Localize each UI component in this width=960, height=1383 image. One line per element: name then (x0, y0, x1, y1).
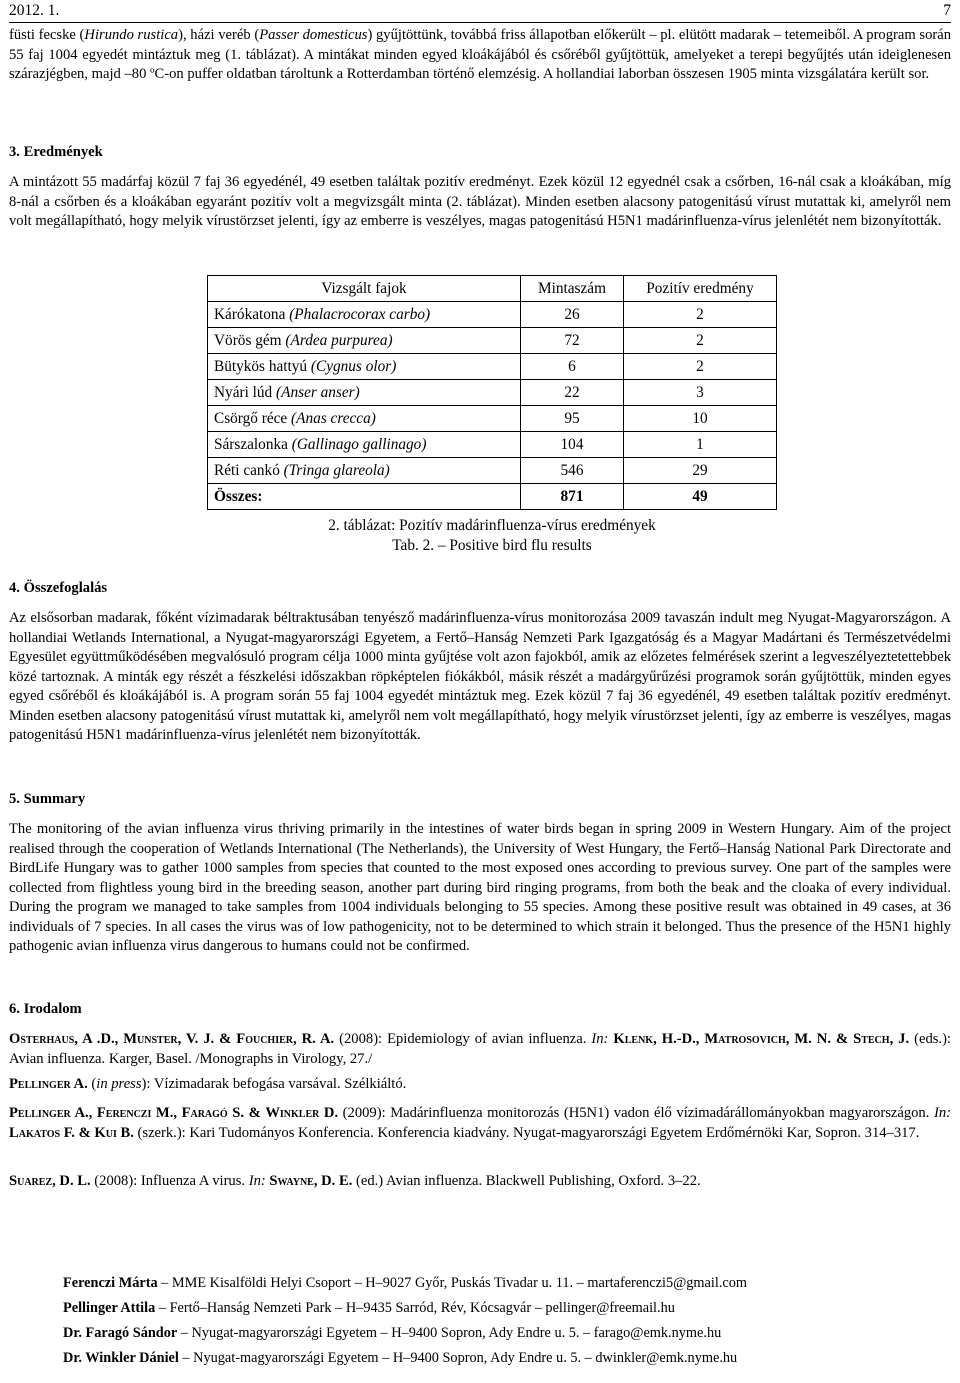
table-total-row (208, 484, 777, 510)
section-heading-summary-en: 5. Summary (9, 791, 86, 807)
summary-en-paragraph: The monitoring of the avian influenza virus thriving primarily in the intestines of water birds began in spring 2009 in Western Hungary. Aim of the project realised through the cooperation of Wetlands International (The Netherlands), the University of West Hungary, the Fertő–Hanság National Park Directorate and BirdLife Hungary was to gather 1000 samples from species that counted to the most exposed ones according to previous survey. One part of the samples were collected from flightless young bird in the breeding season, another part during bird ringing programs, from both the beak and the cloaka of every individual. During the program we managed to take samples from 1004 individuals belonging to 55 species. Among these positive result was obtained in 49 cases, at 36 individuals of 7 species. In all cases the virus was of low pathogenicity, not to be determined to which strain it belonged. Thus the presence of the H5N1 highly pathogenic avian influenza virus dangerous to humans could not be confirmed. (9, 821, 951, 954)
table-caption-hu: 2. táblázat: Pozitív madárinfluenza-vírus eredmények (328, 517, 656, 534)
reference-item: Osterhaus, A .D., Munster, V. J. & Fouchier, R. A. (2008): Epidemiology of avian influenza. In: Klenk, H.-D., Matrosovich, M. N. & Stech, J. (eds.): Avian influenza. Karger, Basel. /Monographs in Virology, 27./ (9, 1031, 951, 1067)
page-number: 7 (943, 2, 951, 19)
species-cell: Sárszalonka (Gallinago gallinago) (208, 432, 521, 458)
table-row (208, 380, 777, 406)
positive-cell: 29 (624, 458, 777, 484)
running-header (9, 0, 951, 23)
table-row (208, 302, 777, 328)
sample-count-cell: 546 (521, 458, 624, 484)
sample-count-cell: 26 (521, 302, 624, 328)
sample-count-cell: 22 (521, 380, 624, 406)
positive-cell: 2 (624, 328, 777, 354)
section-heading-results: 3. Eredmények (9, 144, 103, 160)
species-cell: Csörgő réce (Anas crecca) (208, 406, 521, 432)
author-line: Dr. Faragó Sándor – Nyugat-magyarországi Egyetem – H–9400 Sopron, Ady Endre u. 5. – farago@emk.nyme.hu (63, 1325, 722, 1341)
species-cell: Vörös gém (Ardea purpurea) (208, 328, 521, 354)
sample-count-cell: 95 (521, 406, 624, 432)
reference-item: Suarez, D. L. (2008): Influenza A virus. In: Swayne, D. E. (ed.) Avian influenza. Blackwell Publishing, Oxford. 3–22. (9, 1173, 701, 1189)
sample-count-cell: 6 (521, 354, 624, 380)
summary-hu-paragraph: Az elsősorban madarak, főként vízimadarak béltraktusában tenyésző madárinfluenza-vírus monitorozása 2009 tavaszán indult meg Nyugat-Magyarországon. A hollandiai Wetlands International, a Nyugat-magyarországi Egyetem, a Fertő–Hanság Nemzeti Park Igazgatóság és a Magyar Madártani és Természetvédelmi Egyesület együttműködésében megvalósuló program célja 1000 minta gyűjtése volt azon fajokból, amik az előzetes felmérések szerint a legveszélyeztetettebbek közé tartoznak. A minták egy részét a fészkelési időszakban röpképtelen fiókákból, másik részét a madárgyűrűzési programok során gyűjtöttük, minden egyes egyed csőréből és kloákájából is. A program során 55 faj 1004 egyedét mintáztuk meg. Ezek közül 7 faj 36 egyedénél, 49 esetben találtak pozitív eredményt. Minden esetben alacsony patogenitású vírust mutattak ki, amelyről nem volt megállapítható, hogy melyik vírustörzset jelenti, így az emberre is veszélyes, magas patogenitású H5N1 madárinfluenza-vírus jelenlétét nem bizonyították. (9, 610, 951, 743)
species-cell: Réti cankó (Tringa glareola) (208, 458, 521, 484)
table-row (208, 354, 777, 380)
results-paragraph: A mintázott 55 madárfaj közül 7 faj 36 egyedénél, 49 esetben találtak pozitív eredményt. Ezek közül 12 egyednél csak a csőrben, 16-nál csak a kloákában, míg 8-nál a csőrben és a kloákában egyaránt pozitív volt a megvizsgált minta (2. táblázat). Minden esetben alacsony patogenitású vírust mutattak ki, amelyről nem volt megállapítható, hogy melyik vírustörzset jelenti, így az emberre is veszélyes, magas patogenitású H5N1 madárinfluenza-vírus jelenlétét nem bizonyították. (9, 174, 951, 229)
total-sample-count-cell: 871 (521, 484, 624, 510)
results-table (207, 275, 777, 510)
sample-count-cell: 72 (521, 328, 624, 354)
page (9, 0, 951, 1366)
table-row (208, 406, 777, 432)
species-cell: Nyári lúd (Anser anser) (208, 380, 521, 406)
author-line: Pellinger Attila – Fertő–Hanság Nemzeti Park – H–9435 Sarród, Rév, Kócsagvár – pellinger@freemail.hu (63, 1300, 675, 1316)
author-line: Ferenczi Márta – MME Kisalföldi Helyi Csoport – H–9027 Győr, Puskás Tivadar u. 11. – martaferenczi5@gmail.com (63, 1275, 748, 1291)
total-label-cell: Összes: (208, 484, 521, 510)
column-header-species: Vizsgált fajok (208, 276, 521, 302)
table-row (208, 432, 777, 458)
reference-item: Pellinger A., Ferenczi M., Faragó S. & Winkler D. (2009): Madárinfluenza monitorozás (H5N1) vadon élő vízimadárállományokban magyarországon. In: Lakatos F. & Kui B. (szerk.): Kari Tudományos Konferencia. Konferencia kiadvány. Nyugat-magyarországi Egyetem Erdőmérnöki Kar, Sopron. 314–317. (9, 1105, 951, 1141)
reference-item: Pellinger A. (in press): Vízimadarak befogása varsával. Szélkiáltó. (9, 1076, 407, 1092)
positive-cell: 10 (624, 406, 777, 432)
table-header-row (208, 276, 777, 302)
table-caption-en: Tab. 2. – Positive bird flu results (392, 537, 592, 554)
positive-cell: 2 (624, 354, 777, 380)
column-header-positive: Pozitív eredmény (624, 276, 777, 302)
species-cell: Kárókatona (Phalacrocorax carbo) (208, 302, 521, 328)
table-row (208, 328, 777, 354)
column-header-sample-count: Mintaszám (521, 276, 624, 302)
author-line: Dr. Winkler Dániel – Nyugat-magyarországi Egyetem – H–9400 Sopron, Ady Endre u. 5. – dwinkler@emk.nyme.hu (63, 1350, 738, 1366)
header-date: 2012. 1. (9, 2, 60, 19)
positive-cell: 2 (624, 302, 777, 328)
total-positive-cell: 49 (624, 484, 777, 510)
section-heading-references: 6. Irodalom (9, 1001, 82, 1017)
intro-paragraph: füsti fecske (Hirundo rustica), házi veréb (Passer domesticus) gyűjtöttünk, továbbá friss állapotban előkerült – pl. elütött madarak – tetemeiből. A program során 55 faj 1004 egyedét mintáztuk meg (1. táblázat). A mintákat minden egyed kloákájából és csőréből gyűjtöttük, amelyeket a terepi begyűjtés után ideiglenesen szárazjégben, majd –80 ºC-on puffer oldatban tároltunk a Rotterdamban történő elemzésig. A hollandiai laborban összesen 1905 minta vizsgálatára került sor. (9, 27, 951, 82)
sample-count-cell: 104 (521, 432, 624, 458)
section-heading-summary-hu: 4. Összefoglalás (9, 580, 108, 596)
author-addresses (63, 1271, 747, 1371)
table-row (208, 458, 777, 484)
table-caption (207, 516, 777, 556)
positive-cell: 3 (624, 380, 777, 406)
species-cell: Bütykös hattyú (Cygnus olor) (208, 354, 521, 380)
positive-cell: 1 (624, 432, 777, 458)
